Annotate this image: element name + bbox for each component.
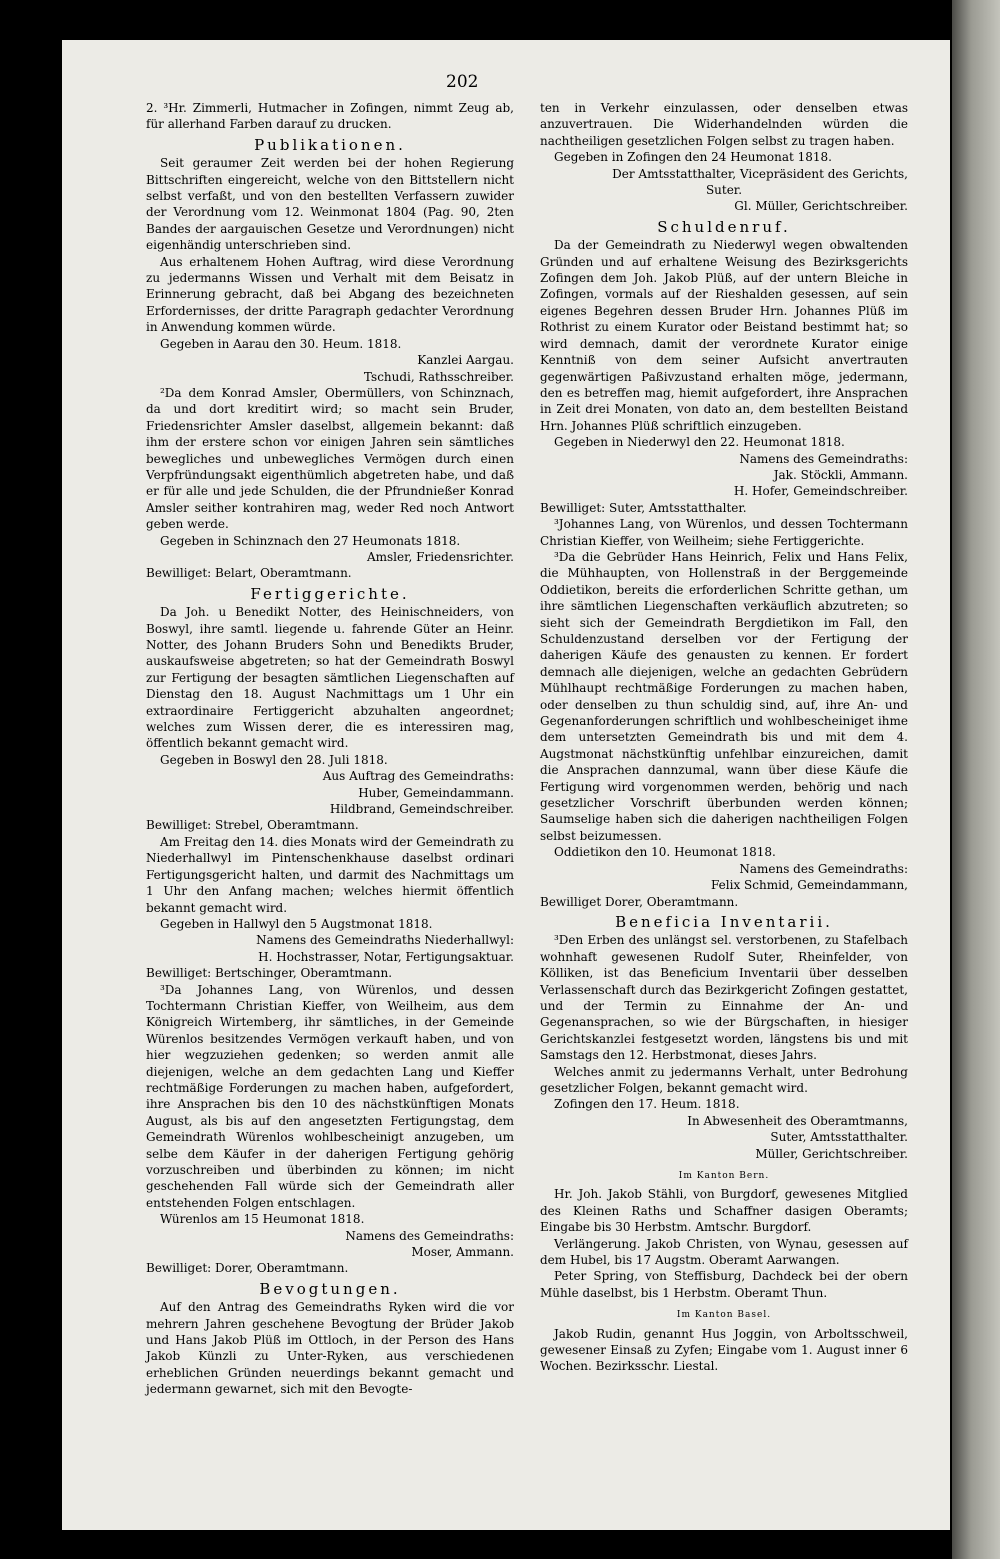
- schuld-1-approval: Bewilliget: Suter, Amtsstatthalter.: [540, 500, 747, 515]
- schuld-1-signature-1: Namens des Gemeindraths:: [739, 451, 908, 466]
- schuld-1-signature-2: Jak. Stöckli, Ammann.: [773, 467, 908, 482]
- basel-paragraph: Jakob Rudin, genannt Hus Joggin, von Arboltsschweil, gewesener Einsaß zu Zyfen; Eingabe vom 1. August inner 6 Wochen. Bezirksschr. Liestal.: [540, 1326, 908, 1374]
- schuld-3-signature-2: Felix Schmid, Gemeindammann,: [711, 878, 908, 893]
- right-column: [540, 100, 908, 1375]
- heading-kanton-basel: Im Kanton Basel.: [676, 1310, 772, 1321]
- schuld-paragraph-1: Da der Gemeindrath zu Niederwyl wegen obwaltenden Gründen und auf erhaltene Weisung des Bezirksgerichts Zofingen dem Joh. Jakob Plüß, auf der untern Bleiche in Zofingen, vormals auf der Rieshalden gesessen, auf sein eigenes Begehren dessen Bruder Hrn. Johannes Plüß im Rothrist zu einem Kurator oder Beistand bestimmt hat; so wird demnach, damit der verordnete Kurator einige Kenntniß von dem seiner Aufsicht anvertrauten gegenwärtigen Paßivzustand erhalten möge, jedermann, den es betreffen mag, hiemit aufgefordert, ihre Ansprachen in Zeit drei Monaten, von dato an, dem bestellten Beistand Hrn. Johannes Plüß schriftlich einzugeben.: [540, 238, 908, 433]
- amsler-notice: ²Da dem Konrad Amsler, Obermüllers, von Schinznach, da und dort kreditirt wird; so macht sein Bruder, Friedensrichter Amsler daselbst, allgemein bekannt: daß ihm der erstere schon vor einigen Jahren sein sämtliches bewegliches und unbewegliches Vermögen durch einen Verpfründungsakt eigenthümlich abgetreten habe, und daß er für alle und jede Schulden, die der Pfrundnießer Konrad Amsler seither kontrahiren mag, weder Red noch Antwort geben werde.: [146, 385, 514, 532]
- heading-bevogtungen: Bevogtungen.: [259, 1279, 401, 1298]
- fert-paragraph-3: ³Da Johannes Lang, von Würenlos, und dessen Tochtermann Christian Kieffer, von Weilheim, aus dem Königreich Wirtemberg, ihr sämtliches, in der Gemeinde Würenlos besitzendes Vermögen verkauft haben, und von hier wegzuziehen gedenken; so werden anmit alle diejenigen, welche an dem gedachten Lang und Kieffer rechtmäßige Forderungen zu machen haben, aufgefordert, ihre Ansprachen bis den 10 des nächstkünftigen Monats August, als bis auf den angesetzten Fertigungstag, dem Gemeindrath Würenlos wohlbescheinigt anzugeben, um selbe dem Käufer in der daherigen Fertigung gehörig vorzuschreiben und überbinden zu können; im nicht geschehenden Fall würde sich der Gemeindrath aller entstehenden Folgen entschlagen.: [146, 982, 514, 1210]
- fert-1-signature-2: Huber, Gemeindammann.: [358, 785, 514, 800]
- bern-paragraph-2: Verlängerung. Jakob Christen, von Wynau, gesessen auf dem Hubel, bis 17 Augstm. Oberamt Aarwangen.: [540, 1236, 908, 1268]
- heading-fertiggerichte: Fertiggerichte.: [250, 584, 410, 603]
- bev-signature-1: Der Amtsstatthalter, Vicepräsident des Gerichts,: [612, 166, 908, 181]
- heading-schuldenruf: Schuldenruf.: [657, 217, 791, 236]
- schuld-paragraph-3: ³Da die Gebrüder Hans Heinrich, Felix und Hans Felix, die Mühhaupten, von Hollenstraß in der Berggemeinde Oddietikon, bereits die erforderlichen Schritte gethan, um ihre sämtlichen Liegenschaften verkäuflich abzutreten; so sieht sich der Gemeindrath Bergdietikon im Fall, den Schuldenzustand derselben vor der Fertigung der daherigen Käufe des genausten zu kennen. Er fordert demnach alle diejenigen, welche an gedachten Gebrüdern Mühlhaupt rechtmäßige Forderungen zu machen haben, oder denselben zu thun schuldig sind, auf, ihre An- und Gegenanforderungen schriftlich und wohlbescheiniget ihme dem untersetzten Gemeindrath bis und mit dem 4. Augstmonat nächstkünftig unfehlbar einzureichen, damit die Ansprachen dannzumal, wann über diese Käufe die Fertigung wird vorgenommen werden, behörig und nach gesetzlicher Vorschrift überbunden werden können; Saumselige haben sich die daherigen nachtheiligen Folgen selbst beizumessen.: [540, 549, 908, 843]
- amsler-date: Gegeben in Schinznach den 27 Heumonats 1818.: [160, 533, 461, 548]
- publ-signature-1: Kanzlei Aargau.: [417, 353, 514, 368]
- page-number: 202: [446, 72, 479, 92]
- schuld-3-approval: Bewilliget Dorer, Oberamtmann.: [540, 894, 739, 909]
- schuld-paragraph-2: ³Johannes Lang, von Würenlos, und dessen Tochtermann Christian Kieffer, von Weilheim; siehe Fertiggerichte.: [540, 517, 908, 548]
- notice-zimmerli: 2. ³Hr. Zimmerli, Hutmacher in Zofingen, nimmt Zeug ab, für allerhand Farben darauf zu drucken.: [146, 101, 514, 132]
- heading-kanton-bern: Im Kanton Bern.: [678, 1171, 770, 1181]
- ben-signature-2: Suter, Amtsstatthalter.: [770, 1130, 908, 1145]
- schuld-1-signature-3: H. Hofer, Gemeindschreiber.: [733, 484, 908, 499]
- bev-date: Gegeben in Zofingen den 24 Heumonat 1818.: [554, 150, 832, 165]
- ben-paragraph-1: ³Den Erben des unlängst sel. verstorbenen, zu Stafelbach wohnhaft gewesenen Rudolf Suter, Rheinfelder, von Kölliken, ist das Beneficium Inventarii über desselben Verlassenschaft durch das Bezirkgericht Zofingen gestattet, und der Termin zu Einnahme der An- und Gegenansprachen, so wie der Bürgschaften, in hiesiger Gerichtskanzlei festgesetzt worden, längstens bis und mit Samstags den 12. Herbstmonat, dieses Jahrs.: [540, 933, 908, 1063]
- publ-paragraph-2: Aus erhaltenem Hohen Auftrag, wird diese Verordnung zu jedermanns Wissen und Verhalt mit dem Beisatz in Erinnerung gebracht, daß bei Abgang des bezeichneten Erfordernisses, der dritte Paragraph gedachter Verordnung in Anwendung kommen würde.: [146, 254, 514, 335]
- amsler-signature: Amsler, Friedensrichter.: [366, 549, 514, 564]
- publ-date: Gegeben in Aarau den 30. Heum. 1818.: [160, 336, 402, 351]
- adjacent-page-edge: [952, 0, 1000, 1559]
- fert-3-approval: Bewilliget: Dorer, Oberamtmann.: [146, 1261, 349, 1276]
- bern-paragraph-3: Peter Spring, von Steffisburg, Dachdeck bei der obern Mühle daselbst, bis 1 Herbstm. Oberamt Thun.: [540, 1269, 908, 1300]
- publ-paragraph-1: Seit geraumer Zeit werden bei der hohen Regierung Bittschriften eingereicht, welche von den Bittstellern nicht selbst verfaßt, und von den bestellten Verfassern zuwider der Verordnung vom 12. Weinmonat 1804 (Pag. 90, 2ten Bandes der aargauischen Gesetze und Verordnungen) nicht eigenhändig unterschrieben sind.: [146, 156, 514, 253]
- bev-continuation: ten in Verkehr einzulassen, oder denselben etwas anzuvertrauen. Die Widerhandelnden würden die nachtheiligen gesetzlichen Folgen selbst zu tragen haben.: [540, 101, 908, 148]
- heading-beneficia: Beneficia Inventarii.: [615, 912, 833, 931]
- bev-signature-3: Gl. Müller, Gerichtschreiber.: [734, 199, 908, 214]
- fert-1-date: Gegeben in Boswyl den 28. Juli 1818.: [160, 752, 388, 767]
- schuld-3-signature-1: Namens des Gemeindraths:: [739, 861, 908, 876]
- heading-publikationen: Publikationen.: [254, 135, 406, 154]
- ben-signature-3: Müller, Gerichtschreiber.: [755, 1146, 908, 1161]
- ben-paragraph-2: Welches anmit zu jedermanns Verhalt, unter Bedrohung gesetzlicher Folgen, bekannt gemacht wird.: [540, 1064, 908, 1095]
- fert-3-signature-1: Namens des Gemeindraths:: [345, 1228, 514, 1243]
- left-column: [146, 100, 514, 1398]
- fert-2-date: Gegeben in Hallwyl den 5 Augstmonat 1818.: [160, 916, 433, 931]
- fert-1-approval: Bewilliget: Strebel, Oberamtmann.: [146, 818, 359, 833]
- ben-date: Zofingen den 17. Heum. 1818.: [554, 1097, 740, 1112]
- fert-paragraph-1: Da Joh. u Benedikt Notter, des Heinischneiders, von Boswyl, ihre samtl. liegende u. fahrende Güter an Heinr. Notter, des Johann Bruders Sohn und Benedikts Bruder, auskaufsweise abgetreten; so hat der Gemeindrath Boswyl zur Fertigung der besagten sämtlichen Liegenschaften auf Dienstag den 18. August Nachmittags um 1 Uhr ein extraordinaire Fertiggericht abzuhalten angeordnet; welches zum Wissen derer, die es interessiren mag, öffentlich bekannt gemacht wird.: [146, 605, 514, 751]
- bev-signature-2: Suter.: [705, 183, 743, 198]
- amsler-approval: Bewilliget: Belart, Oberamtmann.: [146, 566, 352, 581]
- bev-paragraph: Auf den Antrag des Gemeindraths Ryken wird die vor mehrern Jahren geschehene Bevogtung der Brüder Jakob und Hans Jakob Plüß im Ottloch, in der Person des Hans Jakob Künzli zu Unter-Ryken, aus verschiedenen erheblichen Gründen neuerdings bekannt gemacht und jedermann gewarnet, sich mit den Bevogte-: [146, 1300, 514, 1397]
- fert-2-approval: Bewilliget: Bertschinger, Oberamtmann.: [146, 966, 393, 981]
- fert-1-signature-3: Hildbrand, Gemeindschreiber.: [329, 802, 514, 817]
- fert-3-signature-2: Moser, Ammann.: [411, 1245, 514, 1260]
- bern-paragraph-1: Hr. Joh. Jakob Stähli, von Burgdorf, gewesenes Mitglied des Kleinen Raths und Schaffner dasigen Oberamts; Eingabe bis 30 Herbstm. Amtschr. Burgdorf.: [540, 1187, 908, 1235]
- fert-paragraph-2: Am Freitag den 14. dies Monats wird der Gemeindrath zu Niederhallwyl im Pintenschenkhause daselbst ordinari Fertigungsgericht halten, und darmit des Nachmittags um 1 Uhr den Anfang machen; welches hiermit öffentlich bekannt gemacht wird.: [146, 834, 514, 915]
- fert-3-date: Würenlos am 15 Heumonat 1818.: [160, 1212, 365, 1227]
- fert-2-signature-1: Namens des Gemeindraths Niederhallwyl:: [256, 933, 514, 948]
- schuld-1-date: Gegeben in Niederwyl den 22. Heumonat 1818.: [554, 435, 845, 450]
- schuld-3-date: Oddietikon den 10. Heumonat 1818.: [554, 845, 776, 860]
- ben-signature-1: In Abwesenheit des Oberamtmanns,: [687, 1113, 908, 1128]
- publ-signature-2: Tschudi, Rathsschreiber.: [363, 369, 514, 384]
- fert-2-signature-2: H. Hochstrasser, Notar, Fertigungsaktuar.: [258, 949, 514, 964]
- fert-1-signature-1: Aus Auftrag des Gemeindraths:: [322, 769, 514, 784]
